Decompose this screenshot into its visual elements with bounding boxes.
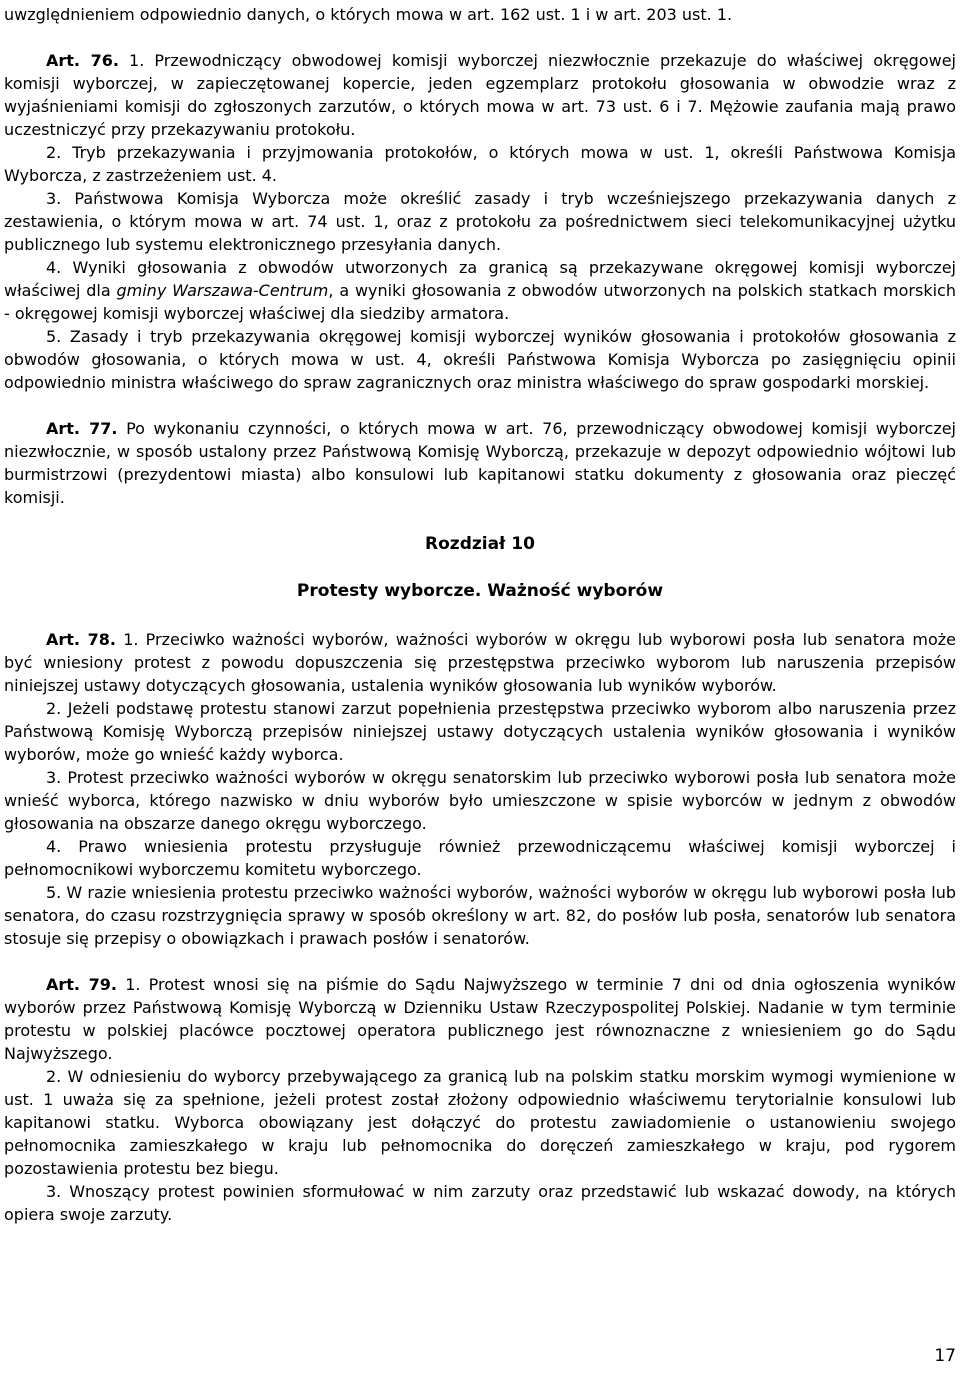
art-79-paragraph-3: 3. Wnoszący protest powinien sformułować w nim zarzuty oraz przedstawić lub wskazać dowody, na których opiera swoje zarzuty. (4, 1182, 956, 1224)
art-76-paragraph-1 (4, 49, 956, 141)
paragraph-text: Po wykonaniu czynności, o których mowa w art. 76, przewodniczący obwodowej komisji wyborczej niezwłocznie, w sposób ustalony przez Państwową Komisję Wyborczą, przekazuje w depozyt odpowiednio wójtowi lub burmistrzowi (prezydentowi miasta) albo konsulowi lub kapitanowi statku dokumenty z głosowania oraz pieczęć komisji. (4, 419, 957, 507)
art-78-paragraph-2: 2. Jeżeli podstawę protestu stanowi zarzut popełnienia przestępstwa przeciwko wyborom albo naruszenia przez Państwową Komisję Wyborczą przepisów niniejszej ustawy dotyczących ustalenia wyników głosowania i wyników wyborów, może go wnieść każdy wyborca. (4, 699, 956, 764)
art-78-paragraph-4: 4. Prawo wniesienia protestu przysługuje również przewodniczącemu właściwej komisji wyborczej i pełnomocnikowi wyborczemu komitetu wyborczego. (4, 837, 956, 879)
paragraph-text: 4. Wyniki głosowania z obwodów utworzonych za granicą są przekazywane okręgowej komisji wyborczej właściwej dla (4, 258, 956, 300)
art-76-paragraph-2: 2. Tryb przekazywania i przyjmowania protokołów, o których mowa w ust. 1, określi Państwowa Komisja Wyborcza, z zastrzeżeniem ust. 4. (4, 143, 956, 185)
art-78-paragraph-5: 5. W razie wniesienia protestu przeciwko ważności wyborów, ważności wyborów w okręgu lub wyborowi posła lub senatora, do czasu rozstrzygnięcia sprawy w sposób określony w art. 82, do posłów lub posła, senatorów lub senatora stosuje się przepisy o obowiązkach i prawach posłów i senatorów. (4, 883, 956, 948)
document-page (4, 0, 956, 1226)
art-79-paragraph-2: 2. W odniesieniu do wyborcy przebywającego za granicą lub na polskim statku morskim wymogi wymienione w ust. 1 uważa się za spełnione, jeżeli protest został złożony odpowiednio właściwemu terytorialnie konsulowi lub kapitanowi statku. Wyborca obowiązany jest dołączyć do protestu zawiadomienie o ustanowieniu swojego pełnomocnika zamieszkałego w kraju lub pełnomocnika do doręczeń zamieszkałego w kraju, pod rygorem pozostawienia protestu bez biegu. (4, 1067, 956, 1178)
paragraph-text: 1. Przeciwko ważności wyborów, ważności wyborów w okręgu lub wyborowi posła lub senatora może być wniesiony protest z powodu dopuszczenia się przestępstwa przeciwko wyborom lub naruszenia przepisów niniejszej ustawy dotyczących głosowania, ustalenia wyników głosowania lub wyników wyborów. (4, 630, 956, 695)
art-77-paragraph (4, 417, 956, 509)
art-76-paragraph-5: 5. Zasady i tryb przekazywania okręgowej komisji wyborczej wyników głosowania i protokołów głosowania z obwodów głosowania, o których mowa w ust. 4, określi Państwowa Komisja Wyborcza po zasięgnięciu opinii odpowiednio ministra właściwego do spraw zagranicznych oraz ministra właściwego do spraw gospodarki morskiej. (4, 327, 956, 392)
article-label: Art. 78. (46, 630, 117, 649)
art-76-paragraph-3: 3. Państwowa Komisja Wyborcza może określić zasady i tryb wcześniejszego przekazywania danych z zestawienia, o którym mowa w art. 74 ust. 1, oraz z protokołu za pośrednictwem sieci telekomunikacyjnej użytku publicznego lub systemu elektronicznego przesyłania danych. (4, 189, 956, 254)
paragraph-text: 1. Przewodniczący obwodowej komisji wyborczej niezwłocznie przekazuje do właściwej okręgowej komisji wyborczej, w zapieczętowanej kopercie, jeden egzemplarz protokołu głosowania w obwodzie wraz z wyjaśnieniami komisji do zgłoszonych zarzutów, o których mowa w art. 73 ust. 6 i 7. Mężowie zaufania mają prawo uczestniczyć przy przekazywaniu protokołu. (4, 51, 956, 139)
page-number: 17 (934, 1346, 956, 1366)
article-label: Art. 76. (46, 51, 119, 70)
art-78-paragraph-1 (4, 628, 956, 697)
art-79-paragraph-1 (4, 973, 956, 1065)
continuation-line: uwzględnieniem odpowiednio danych, o których mowa w art. 162 ust. 1 i w art. 203 ust. 1. (4, 5, 733, 24)
art-76-paragraph-4 (4, 256, 956, 325)
chapter-subtitle: Protesty wyborcze. Ważność wyborów (296, 581, 664, 601)
article-label: Art. 79. (46, 975, 118, 994)
article-label: Art. 77. (46, 419, 118, 438)
paragraph-text: 1. Protest wnosi się na piśmie do Sądu Najwyższego w terminie 7 dni od dnia ogłoszenia wyników wyborów przez Państwową Komisję Wyborczą w Dzienniku Ustaw Rzeczypospolitej Polskiej. Nadanie w tym terminie protestu w polskiej placówce pocztowej operatora publicznego jest równoznaczne z wniesieniem go do Sądu Najwyższego. (4, 975, 956, 1063)
italic-text: gminy Warszawa-Centrum (116, 281, 329, 300)
paragraph-text: , a wyniki głosowania z obwodów utworzonych na polskich statkach morskich - okręgowej komisji wyborczej właściwej dla siedziby armatora. (4, 281, 956, 323)
art-78-paragraph-3: 3. Protest przeciwko ważności wyborów w okręgu senatorskim lub przeciwko wyborowi posła lub senatora może wnieść wyborca, którego nazwisko w dniu wyborów było umieszczone w spisie wyborców w jednym z obwodów głosowania na obszarze danego okręgu wyborczego. (4, 768, 956, 833)
chapter-title: Rozdział 10 (425, 534, 535, 554)
